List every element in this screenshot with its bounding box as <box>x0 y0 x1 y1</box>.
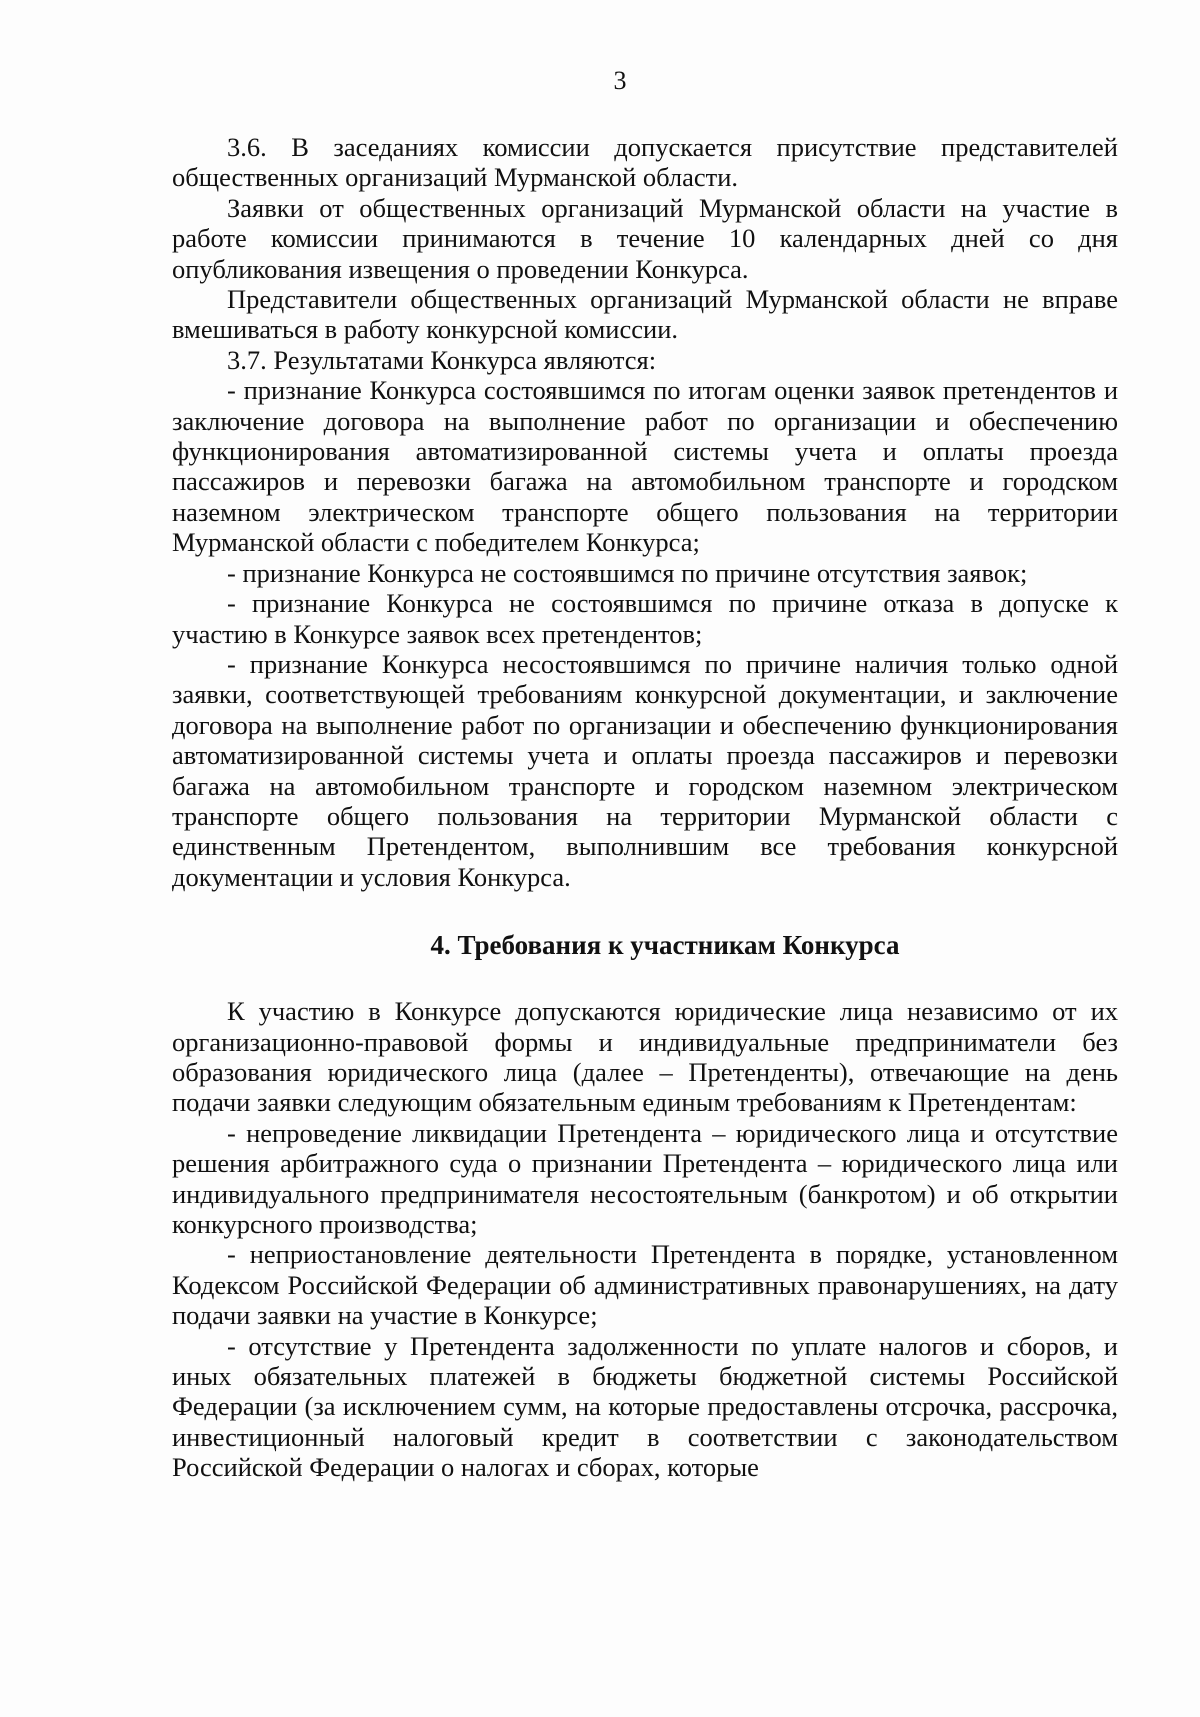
paragraph-participants: К участию в Конкурсе допускаются юридические лица независимо от их организационно-правовой формы и индивидуальные предприниматели без образования юридического лица (далее – Претенденты), отвечающие на день подачи заявки следующим обязательным единым требованиям к Претендентам: <box>172 996 1118 1118</box>
list-item-no-liquidation: - непроведение ликвидации Претендента – юридического лица и отсутствие решения арбитражного суда о признании Претендента – юридического лица или индивидуального предпринимателя несостоятельным (банкротом) и об открытии конкурсного производства; <box>172 1117 1118 1239</box>
list-item-no-suspension: - неприостановление деятельности Претендента в порядке, установленном Кодексом Российской Федерации об административных правонарушениях, на дату подачи заявки на участие в Конкурсе; <box>172 1239 1118 1331</box>
paragraph-representatives: Представители общественных организаций Мурманской области не вправе вмешиваться в работу конкурсной комиссии. <box>172 284 1118 345</box>
paragraph-3-7: 3.7. Результатами Конкурса являются: <box>227 344 657 375</box>
paragraph-3-6: 3.6. В заседаниях комиссии допускается присутствие представителей общественных организаций Мурманской области. <box>172 132 1118 193</box>
list-item-result-single-application: - признание Конкурса несостоявшимся по причине наличия только одной заявки, соответствующей требованиям конкурсной документации, и заключение договора на выполнение работ по организации и обеспечению функционирования автоматизированной системы учета и оплаты проезда пассажиров и перевозки багажа на автомобильном транспорте и городском наземном электрическом транспорте общего пользования на территории Мурманской области с единственным Претендентом, выполнившим все требования конкурсной документации и условия Конкурса. <box>172 648 1118 892</box>
spacer <box>172 961 1118 996</box>
list-item-result-held: - признание Конкурса состоявшимся по итогам оценки заявок претендентов и заключение договора на выполнение работ по организации и обеспечению функционирования автоматизированной системы учета и оплаты проезда пассажиров и перевозки багажа на автомобильном транспорте и городском наземном электрическом транспорте общего пользования на территории Мурманской области с победителем Конкурса; <box>172 375 1118 558</box>
spacer <box>172 892 1118 930</box>
section-4-heading: 4. Требования к участникам Конкурса <box>430 930 900 961</box>
list-item-no-debt: - отсутствие у Претендента задолженности по уплате налогов и сборов, и иных обязательных платежей в бюджеты бюджетной системы Российской Федерации (за исключением сумм, на которые предоставлены отсрочка, рассрочка, инвестиционный налоговый кредит в соответствии с законодательством Российской Федерации о налогах и сборах, которые <box>172 1330 1118 1483</box>
list-item-result-no-applications: - признание Конкурса не состоявшимся по причине отсутствия заявок; <box>227 557 1028 588</box>
document-body <box>172 132 1118 1483</box>
page-number: 3 <box>613 66 627 95</box>
paragraph-applications: Заявки от общественных организаций Мурманской области на участие в работе комиссии принимаются в течение 10 календарных дней со дня опубликования извещения о проведении Конкурса. <box>172 192 1118 284</box>
list-item-result-refusal: - признание Конкурса не состоявшимся по причине отказа в допуске к участию в Конкурсе заявок всех претендентов; <box>172 588 1118 649</box>
